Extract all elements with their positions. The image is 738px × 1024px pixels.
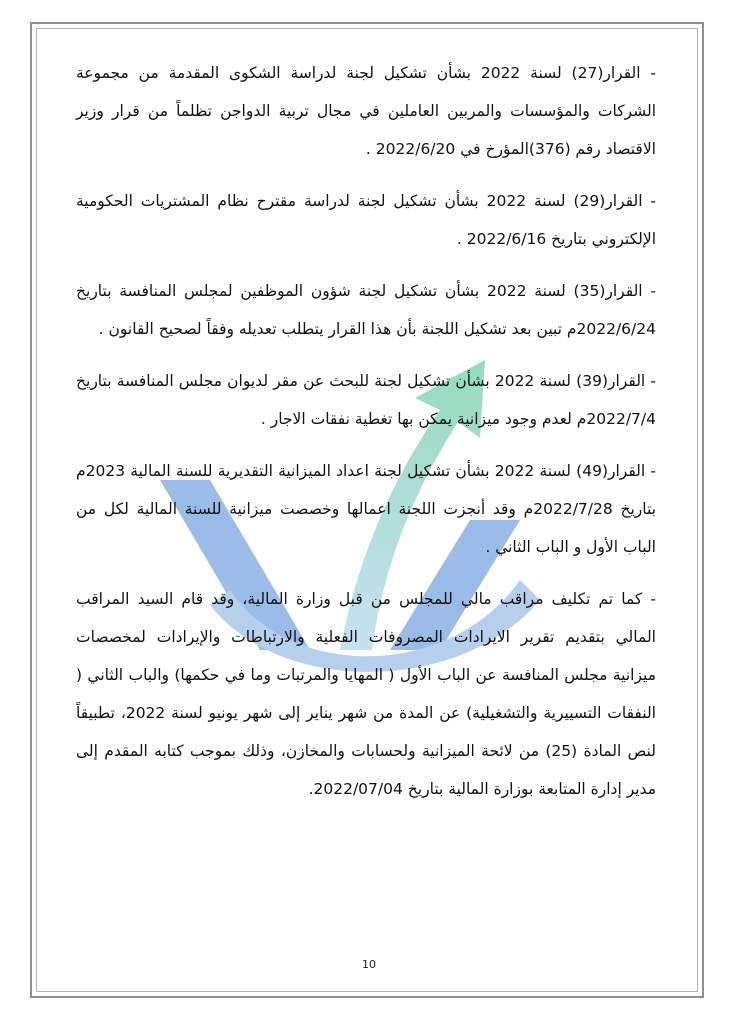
decision-49-paragraph: - القرار(49) لسنة 2022 بشأن تشكيل لجنة اعداد الميزانية التقديرية للسنة المالية 2023م بتاريخ 2022/7/28م وقد أنجزت اللجنة اعمالها وخصصت ميزانية للسنة المالية لكل من الباب الأول و الباب الثاني . [76,462,657,556]
decision-39-paragraph: - القرار(39) لسنة 2022 بشأن تشكيل لجنة للبحث عن مقر لديوان مجلس المنافسة بتاريخ 2022/7/4م لعدم وجود ميزانية يمكن بها تغطية نفقات الاجار . [76,372,656,428]
document-body [76,54,656,822]
financial-controller-paragraph: - كما تم تكليف مراقب مالي للمجلس من قبل وزارة المالية، وقد قام السيد المراقب المالي بتقديم تقرير الايرادات المصروفات الفعلية والارتباطات والإيرادات لمخصصات ميزانية مجلس المنافسة عن الباب الأول ( المهايا والمرتبات وما في حكمها) والباب الثاني ( النفقات التسييرية والتشغيلية) عن المدة من شهر يناير إلى شهر يونيو لسنة 2022، تطبيقاً لنص المادة (25) من لائحة الميزانية ولحسابات والمخازن، وذلك بموجب كتابه المقدم إلى مدير إدارة المتابعة بوزارة المالية بتاريخ 2022/07/04. [76,590,656,798]
page-number: 10 [362,958,376,971]
decision-27-paragraph: - القرار(27) لسنة 2022 بشأن تشكيل لجنة لدراسة الشكوى المقدمة من مجموعة الشركات والمؤسسات والمربين العاملين في مجال تربية الدواجن تظلماً من قرار وزير الاقتصاد رقم (376)المؤرخ في 2022/6/20 . [76,64,657,158]
decision-35-paragraph: - القرار(35) لسنة 2022 بشأن تشكيل لجنة شؤون الموظفين لمجلس المنافسة بتاريخ 2022/6/24م تبين بعد تشكيل اللجنة بأن هذا القرار يتطلب تعديله وفقاً لصحيح القانون . [76,282,656,338]
decision-29-paragraph: - القرار(29) لسنة 2022 بشأن تشكيل لجنة لدراسة مقترح نظام المشتريات الحكومية الإلكتروني بتاريخ 2022/6/16 . [76,192,656,248]
